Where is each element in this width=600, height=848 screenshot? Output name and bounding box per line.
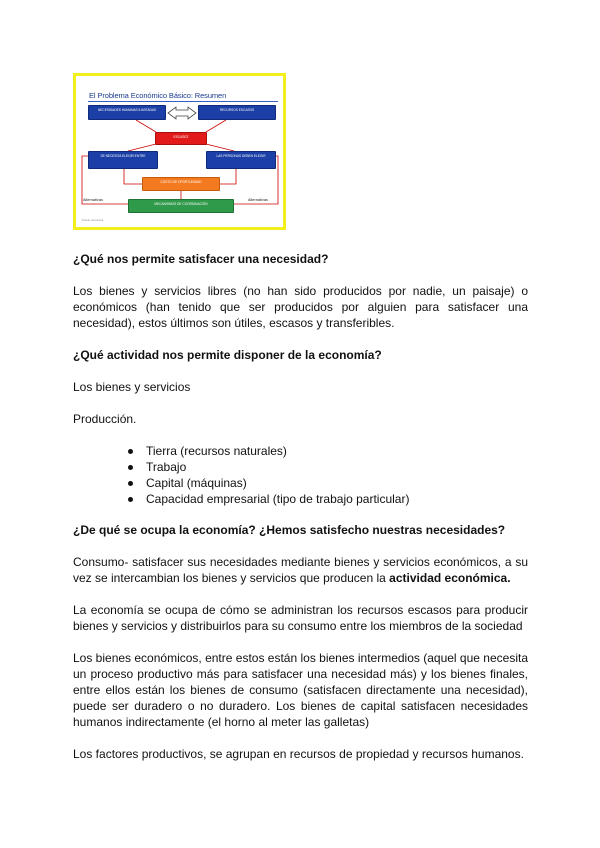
paragraph-goods-and-services: Los bienes y servicios: [73, 380, 191, 394]
heading-economic-activity: ¿Qué actividad nos permite disponer de la economía?: [73, 348, 382, 362]
economic-activity-bold: actividad económica.: [389, 571, 511, 585]
diagram-footer: Fuente: Economía: [82, 219, 104, 222]
list-item: Tierra (recursos naturales): [128, 443, 409, 459]
paragraph-productive-factors: Los factores productivos, se agrupan en recursos de propiedad y recursos humanos.: [73, 747, 524, 761]
box-scarce-resources: RECURSOS ESCASOS: [198, 105, 276, 120]
label-alternatives-left: Alternativas: [83, 198, 103, 202]
list-item: Trabajo: [128, 459, 409, 475]
bullet-dot: [128, 481, 133, 486]
bullet-dot: [128, 465, 133, 470]
paragraph-economic-goods: Los bienes económicos, entre estos están los bienes intermedios (aquel que necesita un proceso productivo más para satisfacer una necesidad más) y los bienes finales, entre ellos están los bienes de consumo (satisfacen directamente una necesidad), puede ser duradero o no duradero. Los bienes de capital satisfacen necesidades humanos indirectamente (el horno al meter las galletas): [73, 651, 528, 729]
bullet-dot: [128, 497, 133, 502]
label-alternatives-right: Alternativas: [248, 198, 268, 202]
paragraph-consumption: Consumo- satisfacer sus necesidades mediante bienes y servicios económicos, a su vez se intercambian los bienes y servicios que producen la actividad económica.: [73, 555, 528, 585]
box-scarcity: ESCASEZ: [155, 132, 207, 145]
list-item: Capital (máquinas): [128, 475, 409, 491]
paragraph-goods-services: Los bienes y servicios libres (no han sido producidos por nadie, un paisaje) o económicos (han tenido que ser producidos por alguien para satisfacer una necesidad), estos últimos son útiles, escasos y transferibles.: [73, 284, 528, 330]
list-item: Capacidad empresarial (tipo de trabajo particular): [128, 491, 409, 507]
production-factors-list: [128, 443, 409, 507]
paragraph-production: Producción.: [73, 412, 137, 426]
heading-economy-scope: ¿De qué se ocupa la economía? ¿Hemos satisfecho nuestras necesidades?: [73, 523, 506, 537]
box-need-to-choose: SE NECESITA ELEGIR ENTRE: [88, 151, 158, 169]
box-people-must-choose: LAS PERSONAS DEBEN ELEGIR: [206, 151, 276, 169]
diagram-title: El Problema Económico Básico: Resumen: [89, 91, 227, 100]
economic-problem-diagram: [73, 73, 286, 230]
diagram-title-underline: [88, 101, 278, 102]
box-opportunity-cost: COSTO DE OPORTUNIDAD: [142, 177, 220, 191]
box-unlimited-needs: NECESIDADES HUMANAS ILIMITADAS: [88, 105, 166, 120]
box-coordination-mechanisms: MECANISMOS DE COORDINACIÓN: [128, 199, 234, 213]
heading-satisfy-need: ¿Qué nos permite satisfacer una necesidad?: [73, 252, 329, 266]
bullet-dot: [128, 449, 133, 454]
paragraph-economy-administration: La economía se ocupa de cómo se administran los recursos escasos para producir bienes y servicios y distribuirlos para su consumo entre los miembros de la sociedad: [73, 603, 528, 633]
